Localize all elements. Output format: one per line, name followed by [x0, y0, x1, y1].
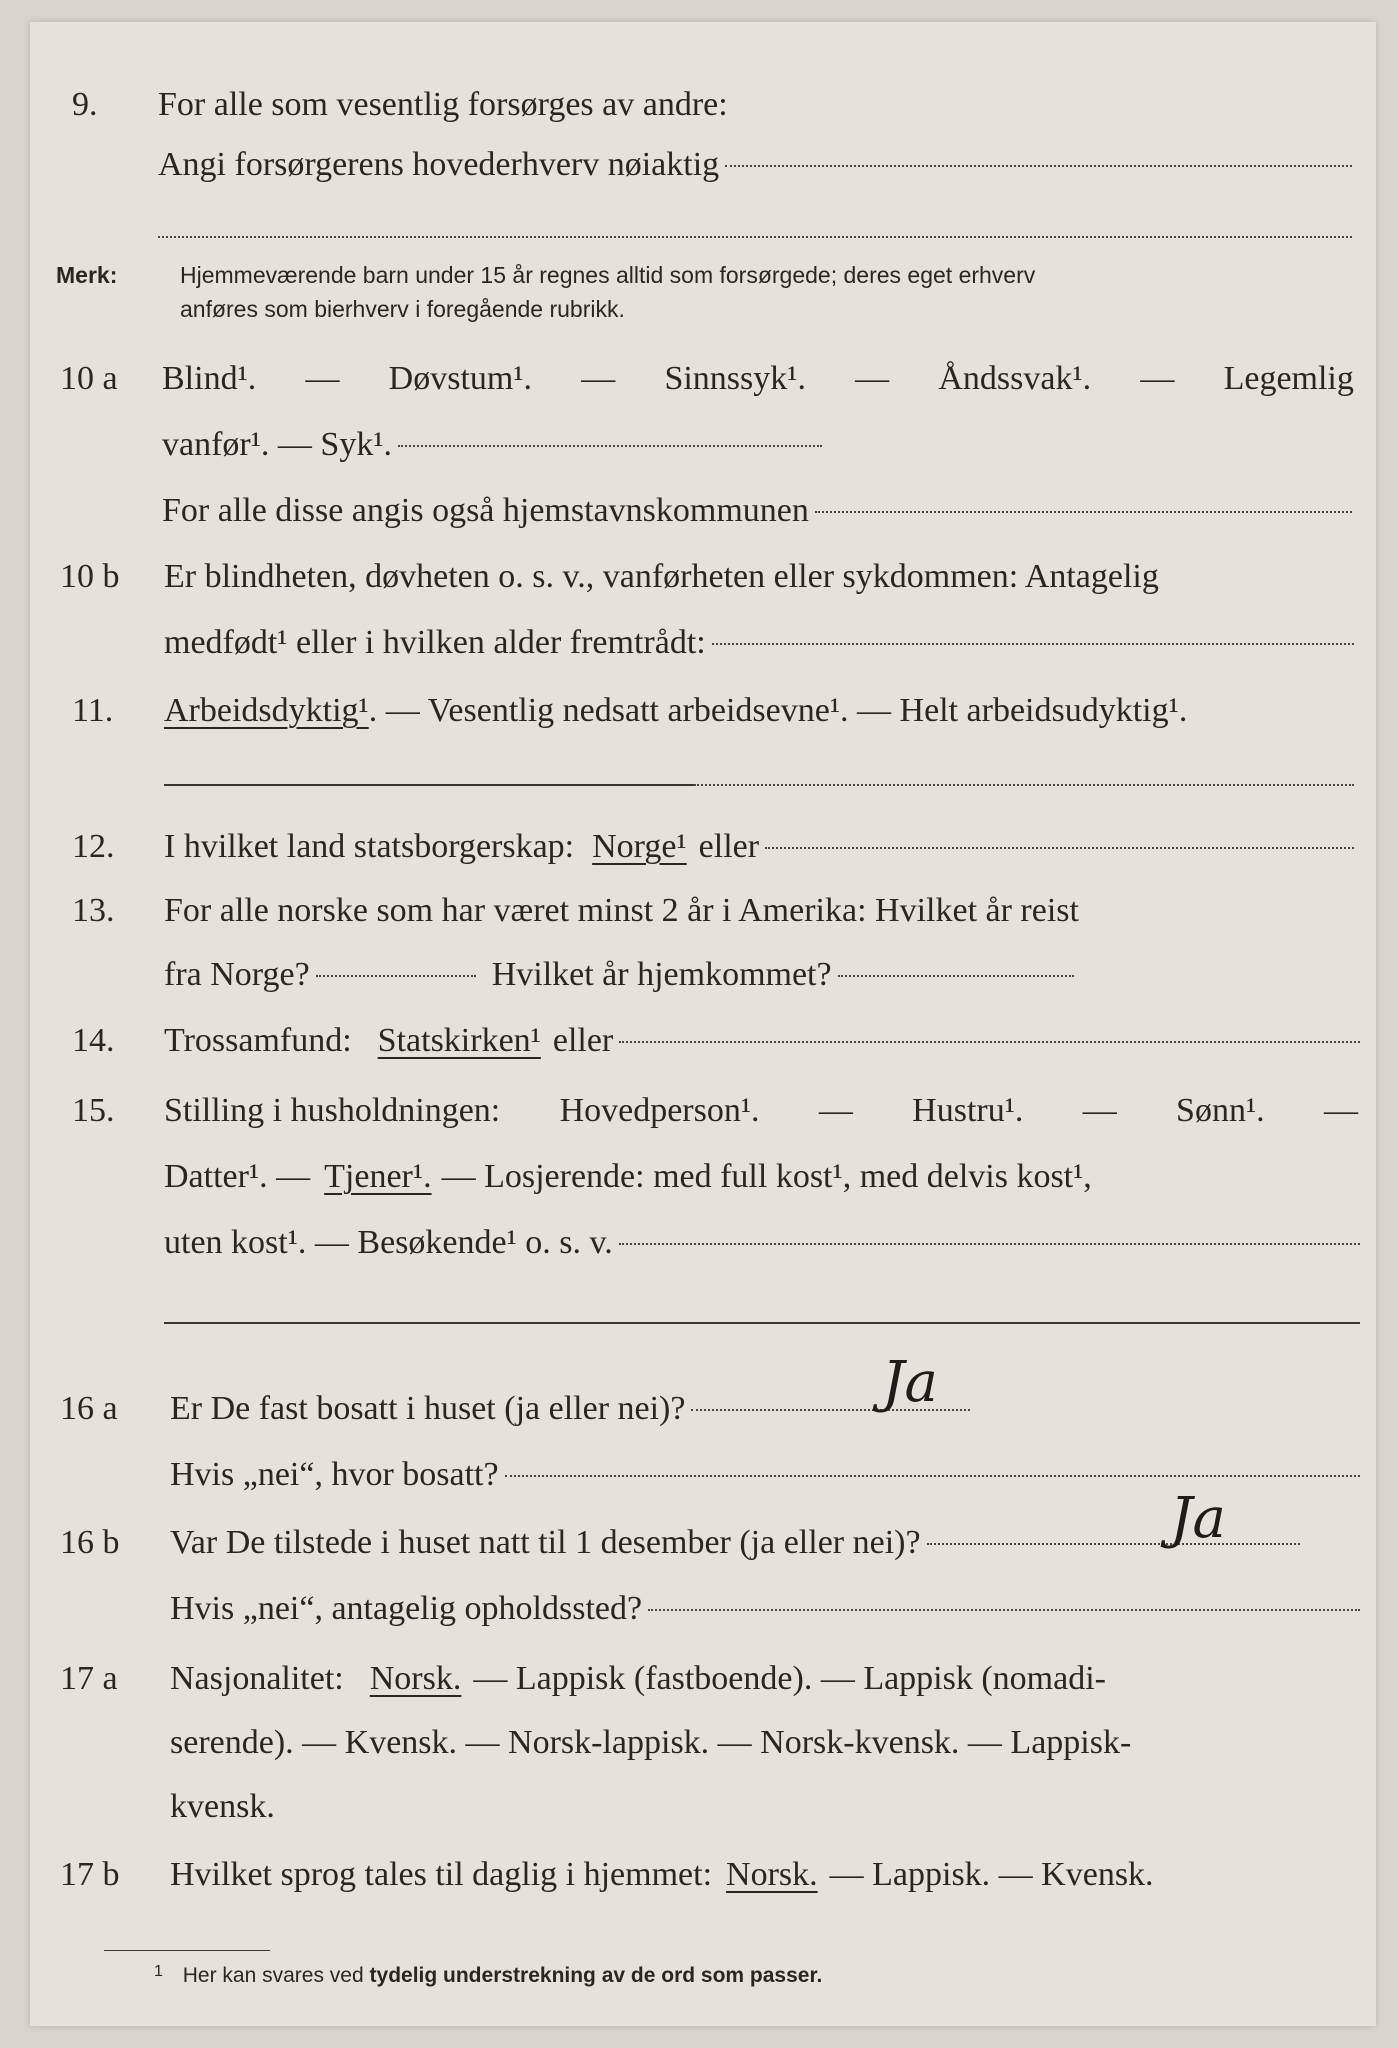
question-text: Trossamfund: Statskirken¹ eller	[164, 1016, 1360, 1066]
question-text: Hvis „nei“, antagelig opholdssted?	[170, 1590, 643, 1627]
selected-option[interactable]: Norsk.	[369, 1660, 462, 1697]
question-number: 10 a	[60, 360, 118, 397]
answer-line[interactable]	[619, 1243, 1360, 1245]
question-text: For alle norske som har været minst 2 år i Amerika: Hvilket år reist	[164, 892, 1079, 929]
answer-line[interactable]	[648, 1609, 1360, 1611]
note-label: Merk:	[56, 262, 118, 288]
question-text: Datter¹. — Tjener¹. — Losjerende: med full kost¹, med delvis kost¹,	[164, 1152, 1092, 1202]
answer-line[interactable]	[712, 643, 1354, 645]
answer-line[interactable]	[164, 784, 694, 786]
answer-line[interactable]	[765, 847, 1354, 849]
answer-line[interactable]	[725, 165, 1352, 167]
question-15	[30, 1086, 1376, 1136]
question-text: kvensk.	[170, 1788, 275, 1825]
question-10a	[30, 354, 1376, 404]
question-text: Hvis „nei“, hvor bosatt?	[170, 1456, 499, 1493]
selected-option[interactable]: Statskirken¹	[377, 1022, 541, 1059]
question-text: Angi forsørgerens hovederhverv nøiaktig	[158, 146, 720, 183]
selected-option[interactable]: Arbeidsdyktig¹	[164, 692, 369, 729]
question-number: 16 b	[60, 1524, 120, 1561]
question-12	[30, 822, 1376, 872]
question-17b	[30, 1850, 1376, 1900]
question-number: 12.	[72, 828, 115, 865]
question-text: fra Norge?	[164, 956, 310, 993]
question-number: 11.	[72, 692, 114, 729]
note-text: anføres som bierhverv i foregående rubrikk.	[180, 296, 625, 322]
question-9-answer-line	[30, 140, 1376, 190]
question-11	[30, 686, 1376, 736]
question-number: 10 b	[60, 558, 120, 595]
answer-line[interactable]	[927, 1543, 1300, 1545]
answer-line[interactable]	[619, 1041, 1360, 1043]
footnote-divider	[104, 1950, 270, 1951]
question-14	[30, 1016, 1376, 1066]
question-text: vanfør¹. — Syk¹.	[162, 426, 393, 463]
question-text: Nasjonalitet: Norsk. — Lappisk (fastboende). — Lappisk (nomadi-	[170, 1654, 1106, 1704]
question-16a	[30, 1350, 1376, 1434]
question-number: 17 a	[60, 1660, 118, 1697]
answer-line[interactable]	[505, 1475, 1360, 1477]
footnote-mark: 1	[154, 1963, 163, 1980]
question-13	[30, 886, 1376, 936]
question-text: Stilling i husholdningen: Hovedperson¹. — Hustru¹. — Sønn¹. —	[164, 1092, 1358, 1129]
question-number: 16 a	[60, 1390, 118, 1427]
selected-option[interactable]: Norge¹	[592, 828, 687, 865]
question-number: 17 b	[60, 1856, 120, 1893]
question-number: 15.	[72, 1092, 115, 1129]
question-text: Er blindheten, døvheten o. s. v., vanførheten eller sykdommen: Antagelig	[164, 558, 1159, 595]
note-text: Hjemmeværende barn under 15 år regnes alltid som forsørgede; deres eget erhverv	[180, 262, 1036, 288]
selected-option[interactable]: Norsk.	[726, 1856, 818, 1893]
answer-line[interactable]	[398, 445, 822, 447]
question-text: For alle som vesentlig forsørges av andre:	[158, 86, 728, 123]
question-text: Hvilket sprog tales til daglig i hjemmet: Norsk. — Lappisk. — Kvensk.	[170, 1850, 1154, 1900]
question-text: Arbeidsdyktig¹ . — Vesentlig nedsatt arbeidsevne¹. — Helt arbeidsudyktig¹.	[164, 686, 1187, 736]
question-text: Hvilket år hjemkommet?	[491, 956, 832, 993]
question-text: For alle disse angis også hjemstavnskommunen	[162, 492, 809, 529]
question-text: I hvilket land statsborgerskap: Norge¹ eller	[164, 822, 1354, 872]
question-text: Blind¹. — Døvstum¹. — Sinnssyk¹. — Åndssvak¹. — Legemlig	[162, 360, 1354, 397]
question-10b	[30, 552, 1376, 602]
question-text: uten kost¹. — Besøkende¹ o. s. v.	[164, 1224, 613, 1261]
question-17a	[30, 1654, 1376, 1704]
answer-line[interactable]	[694, 784, 1354, 786]
answer-line[interactable]	[158, 236, 1352, 238]
answer-line[interactable]	[815, 511, 1352, 513]
census-form-page	[30, 22, 1376, 2026]
question-number: 13.	[72, 892, 115, 929]
question-text: Er De fast bosatt i huset (ja eller nei)?	[170, 1390, 686, 1427]
answer-line[interactable]	[838, 975, 1074, 977]
handwritten-answer: Ja	[1170, 1486, 1226, 1551]
handwritten-answer: Ja	[882, 1350, 938, 1415]
answer-line[interactable]	[164, 1322, 1360, 1324]
answer-line[interactable]	[316, 975, 476, 977]
question-16b	[30, 1486, 1376, 1568]
question-number: 9.	[72, 86, 98, 123]
question-text: medfødt¹ eller i hvilken alder fremtrådt:	[164, 624, 706, 661]
question-9	[30, 80, 1376, 130]
footnote: $^1$ Her kan svares ved tydelig understrekning av de ord som passer.	[154, 1963, 823, 1987]
question-text: Var De tilstede i huset natt til 1 desember (ja eller nei)?	[170, 1524, 921, 1561]
question-number: 14.	[72, 1022, 115, 1059]
question-text: serende). — Kvensk. — Norsk-lappisk. — Norsk-kvensk. — Lappisk-	[170, 1724, 1132, 1761]
selected-option[interactable]: Tjener¹.	[324, 1158, 432, 1195]
